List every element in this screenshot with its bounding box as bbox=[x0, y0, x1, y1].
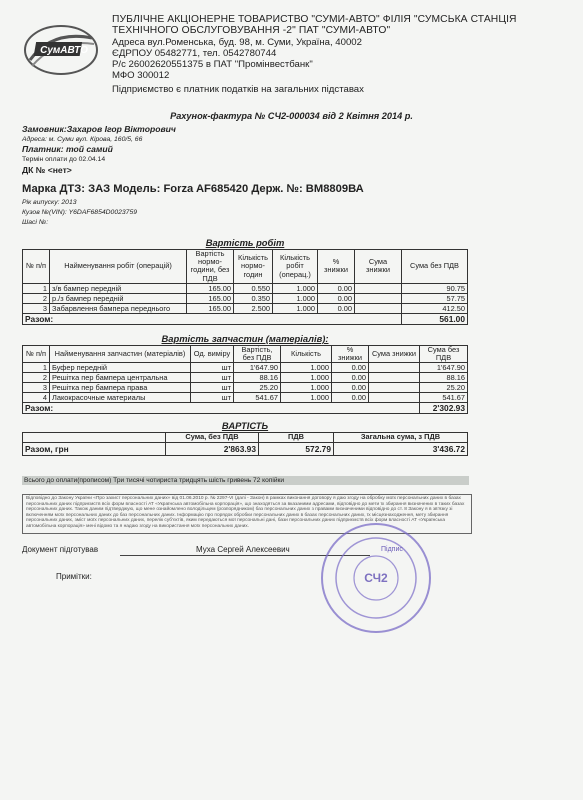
summary-col-total: Загальна сума, з ПДВ bbox=[334, 433, 468, 443]
col-work-name: Найменування робіт (операцій) bbox=[50, 250, 187, 284]
prepared-by-label: Документ підготував bbox=[22, 545, 99, 554]
row-qty: 1.000 bbox=[281, 373, 332, 383]
parts-total: 2'302.93 bbox=[420, 403, 468, 414]
row-name: Лакокрасочные материалы bbox=[50, 393, 191, 403]
works-total: 561.00 bbox=[402, 313, 468, 324]
row-rate: 165.00 bbox=[187, 303, 234, 313]
table-row bbox=[23, 283, 468, 293]
works-total-label: Разом: bbox=[23, 313, 402, 324]
row-qty: 1.000 bbox=[281, 363, 332, 373]
table-row bbox=[23, 293, 468, 303]
car-vin: Кузов №(VIN): Y6DAF6854D0023759 bbox=[22, 209, 138, 216]
col-unit: Од. виміру bbox=[191, 346, 234, 363]
row-qty: 1.000 bbox=[273, 283, 318, 293]
row-sum: 25.20 bbox=[420, 383, 468, 393]
parts-total-label: Разом: bbox=[23, 403, 420, 414]
personal-data-consent: Відповідно до Закону України «Про захист персональних даних» від 01.06.2010 р. № 2297-VI (далі - Закон) в рамках виконання договору я даю згоду на обробку моїх персональних даних в базах персональних даних підприємств всіх форм власності АТ «Українська автомобільна корпорація», що знаходяться за вказаними адресами, відповідно до мети їх збирання визначених в таких базах персональних даних. Також даним підтверджую, що мене ознайомлено володільцем (розпорядником) баз персональних даних з правами визначеними відповідно до ст. 8 Закону я в зв'язку зі включенням моїх персональних даних до баз персональних даних. Інформацію про порядок обробки персональних даних в базах персональних даних, їх місцезнаходження, мету збирання персональних даних, зміст моїх персональних даних, перелік суб'єктів, яким передаються мої персональні дані, бази персональних даних підприємств всіх форм власності АТ «Українська автомобільна корпорація» мені відомо та я надаю згоду на використання моїх персональних даних. bbox=[22, 494, 472, 534]
parts-header-row bbox=[23, 346, 468, 363]
row-hours: 0.550 bbox=[234, 283, 273, 293]
col-number: № п/п bbox=[23, 250, 50, 284]
row-number: 3 bbox=[23, 383, 50, 393]
row-name: Буфер передній bbox=[50, 363, 191, 373]
table-row bbox=[23, 303, 468, 313]
payer: Платник: той самий bbox=[22, 144, 113, 154]
company-tax-note: Підприємство є платник податків на загальних підставах bbox=[112, 83, 364, 95]
dk-number: ДК № <нет> bbox=[22, 165, 72, 175]
works-heading: Вартість робіт bbox=[205, 237, 285, 248]
col-rate: Вартість нормо-години, без ПДВ bbox=[187, 250, 234, 284]
car-title: Марка ДТЗ: ЗАЗ Модель: Forza AF685420 Держ. №: ВМ8809ВА bbox=[22, 183, 364, 195]
works-table bbox=[22, 249, 468, 325]
payment-due: Термін оплати до 02.04.14 bbox=[22, 156, 106, 163]
row-pct: 0.00 bbox=[332, 373, 369, 383]
customer-address: Адреса: м. Суми вул. Кірова, 160/5, 66 bbox=[22, 136, 143, 143]
row-rate: 165.00 bbox=[187, 283, 234, 293]
row-sum: 88.16 bbox=[420, 373, 468, 383]
company-stamp bbox=[316, 518, 436, 638]
row-number: 1 bbox=[23, 283, 50, 293]
row-pct: 0.00 bbox=[318, 293, 355, 303]
col-sum: Сума без ПДВ bbox=[420, 346, 468, 363]
row-qty: 1.000 bbox=[281, 383, 332, 393]
col-sum: Сума без ПДВ bbox=[402, 250, 468, 284]
table-row bbox=[23, 383, 468, 393]
row-unit: шт bbox=[191, 363, 234, 373]
company-name-line1: ПУБЛІЧНЕ АКЦІОНЕРНЕ ТОВАРИСТВО "СУМИ-АВТО" ФІЛІЯ "СУМСЬКА СТАНЦІЯ bbox=[112, 14, 517, 25]
row-price: 541.67 bbox=[234, 393, 281, 403]
row-sum: 90.75 bbox=[402, 283, 468, 293]
col-number: № п/п bbox=[23, 346, 50, 363]
row-name: Решітка пер бампера права bbox=[50, 383, 191, 393]
row-disc bbox=[355, 293, 402, 303]
col-pct: % знижки bbox=[318, 250, 355, 284]
table-row bbox=[23, 363, 468, 373]
company-account: Р/с 26002620551375 в ПАТ "Промінвестбанк" bbox=[112, 59, 313, 71]
row-name: Решітка пер бампера центральна bbox=[50, 373, 191, 383]
parts-total-row bbox=[23, 403, 468, 414]
summary-row-label: Разом, грн bbox=[23, 443, 166, 456]
company-address: Адреса вул.Роменська, буд. 98, м. Суми, Україна, 40002 bbox=[112, 36, 362, 48]
works-total-row bbox=[23, 313, 468, 324]
row-disc bbox=[369, 393, 420, 403]
row-price: 88.16 bbox=[234, 373, 281, 383]
row-disc bbox=[355, 283, 402, 293]
row-pct: 0.00 bbox=[332, 363, 369, 373]
summary-sum: 2'863.93 bbox=[166, 443, 259, 456]
car-year: Рік випуску: 2013 bbox=[22, 199, 77, 206]
row-pct: 0.00 bbox=[318, 283, 355, 293]
company-edrpou: ЄДРПОУ 05482771, тел. 0542780744 bbox=[112, 47, 277, 59]
row-pct: 0.00 bbox=[318, 303, 355, 313]
col-qty: Кількість bbox=[281, 346, 332, 363]
col-hours: Кількість нормо-годин bbox=[234, 250, 273, 284]
row-qty: 1.000 bbox=[273, 303, 318, 313]
row-name: р./з бампер передній bbox=[50, 293, 187, 303]
row-sum: 1'647.90 bbox=[420, 363, 468, 373]
parts-heading: Вартість запчастин (матеріалів): bbox=[161, 333, 329, 344]
prepared-by-name: Муха Сергей Алексеевич bbox=[196, 545, 290, 554]
row-disc bbox=[369, 373, 420, 383]
row-name: Забарвлення бампера переднього bbox=[50, 303, 187, 313]
row-unit: шт bbox=[191, 373, 234, 383]
row-number: 2 bbox=[23, 293, 50, 303]
row-disc bbox=[369, 363, 420, 373]
company-name-line2: ТЕХНІЧНОГО ОБСЛУГОВУВАННЯ -2" ПАТ "СУМИ-АВТО" bbox=[112, 25, 391, 37]
works-header-row bbox=[23, 250, 468, 284]
row-number: 3 bbox=[23, 303, 50, 313]
row-pct: 0.00 bbox=[332, 383, 369, 393]
row-hours: 0.350 bbox=[234, 293, 273, 303]
summary-row bbox=[23, 443, 468, 456]
row-unit: шт bbox=[191, 393, 234, 403]
row-name: з/в бампер передній bbox=[50, 283, 187, 293]
summary-heading: ВАРТІСТЬ bbox=[221, 420, 269, 431]
col-qty: Кількість робіт (операц.) bbox=[273, 250, 318, 284]
summary-header-row bbox=[23, 433, 468, 443]
row-number: 1 bbox=[23, 363, 50, 373]
row-price: 1'647.90 bbox=[234, 363, 281, 373]
row-unit: шт bbox=[191, 383, 234, 393]
summary-blank bbox=[23, 433, 166, 443]
col-price: Вартість, без ПДВ bbox=[234, 346, 281, 363]
signature-label: Підпис bbox=[381, 546, 403, 553]
parts-table bbox=[22, 345, 468, 414]
customer-name: Замовник:Захаров Ігор Вікторович bbox=[22, 124, 176, 134]
company-header bbox=[112, 14, 562, 95]
row-qty: 1.000 bbox=[281, 393, 332, 403]
summary-vat: 572.79 bbox=[259, 443, 334, 456]
summary-col-sum: Сума, без ПДВ bbox=[166, 433, 259, 443]
row-hours: 2.500 bbox=[234, 303, 273, 313]
col-pct: % знижки bbox=[332, 346, 369, 363]
stamp-text: СЧ2 bbox=[364, 571, 388, 585]
row-disc bbox=[369, 383, 420, 393]
row-number: 4 bbox=[23, 393, 50, 403]
table-row bbox=[23, 393, 468, 403]
row-rate: 165.00 bbox=[187, 293, 234, 303]
table-row bbox=[23, 373, 468, 383]
col-disc: Сума знижки bbox=[369, 346, 420, 363]
row-sum: 57.75 bbox=[402, 293, 468, 303]
row-disc bbox=[355, 303, 402, 313]
notes-label: Примітки: bbox=[56, 572, 92, 581]
company-mfo: МФО 300012 bbox=[112, 70, 170, 82]
row-number: 2 bbox=[23, 373, 50, 383]
row-pct: 0.00 bbox=[332, 393, 369, 403]
summary-col-vat: ПДВ bbox=[259, 433, 334, 443]
row-price: 25.20 bbox=[234, 383, 281, 393]
col-part-name: Найменування запчастин (матеріалів) bbox=[50, 346, 191, 363]
car-chassis: Шасі №: bbox=[22, 219, 49, 226]
row-sum: 412.50 bbox=[402, 303, 468, 313]
row-qty: 1.000 bbox=[273, 293, 318, 303]
col-disc: Сума знижки bbox=[355, 250, 402, 284]
summary-total: 3'436.72 bbox=[334, 443, 468, 456]
invoice-title: Рахунок-фактура № СЧ2-000034 від 2 Квітня 2014 р. bbox=[170, 111, 413, 121]
logo-text: СумАВТО bbox=[40, 45, 88, 56]
amount-in-words: Всього до оплати(прописом) Три тисячі чотириста тридцять шість гривень 72 копійки bbox=[22, 476, 469, 485]
summary-table bbox=[22, 432, 468, 456]
company-logo bbox=[22, 20, 100, 78]
row-sum: 541.67 bbox=[420, 393, 468, 403]
